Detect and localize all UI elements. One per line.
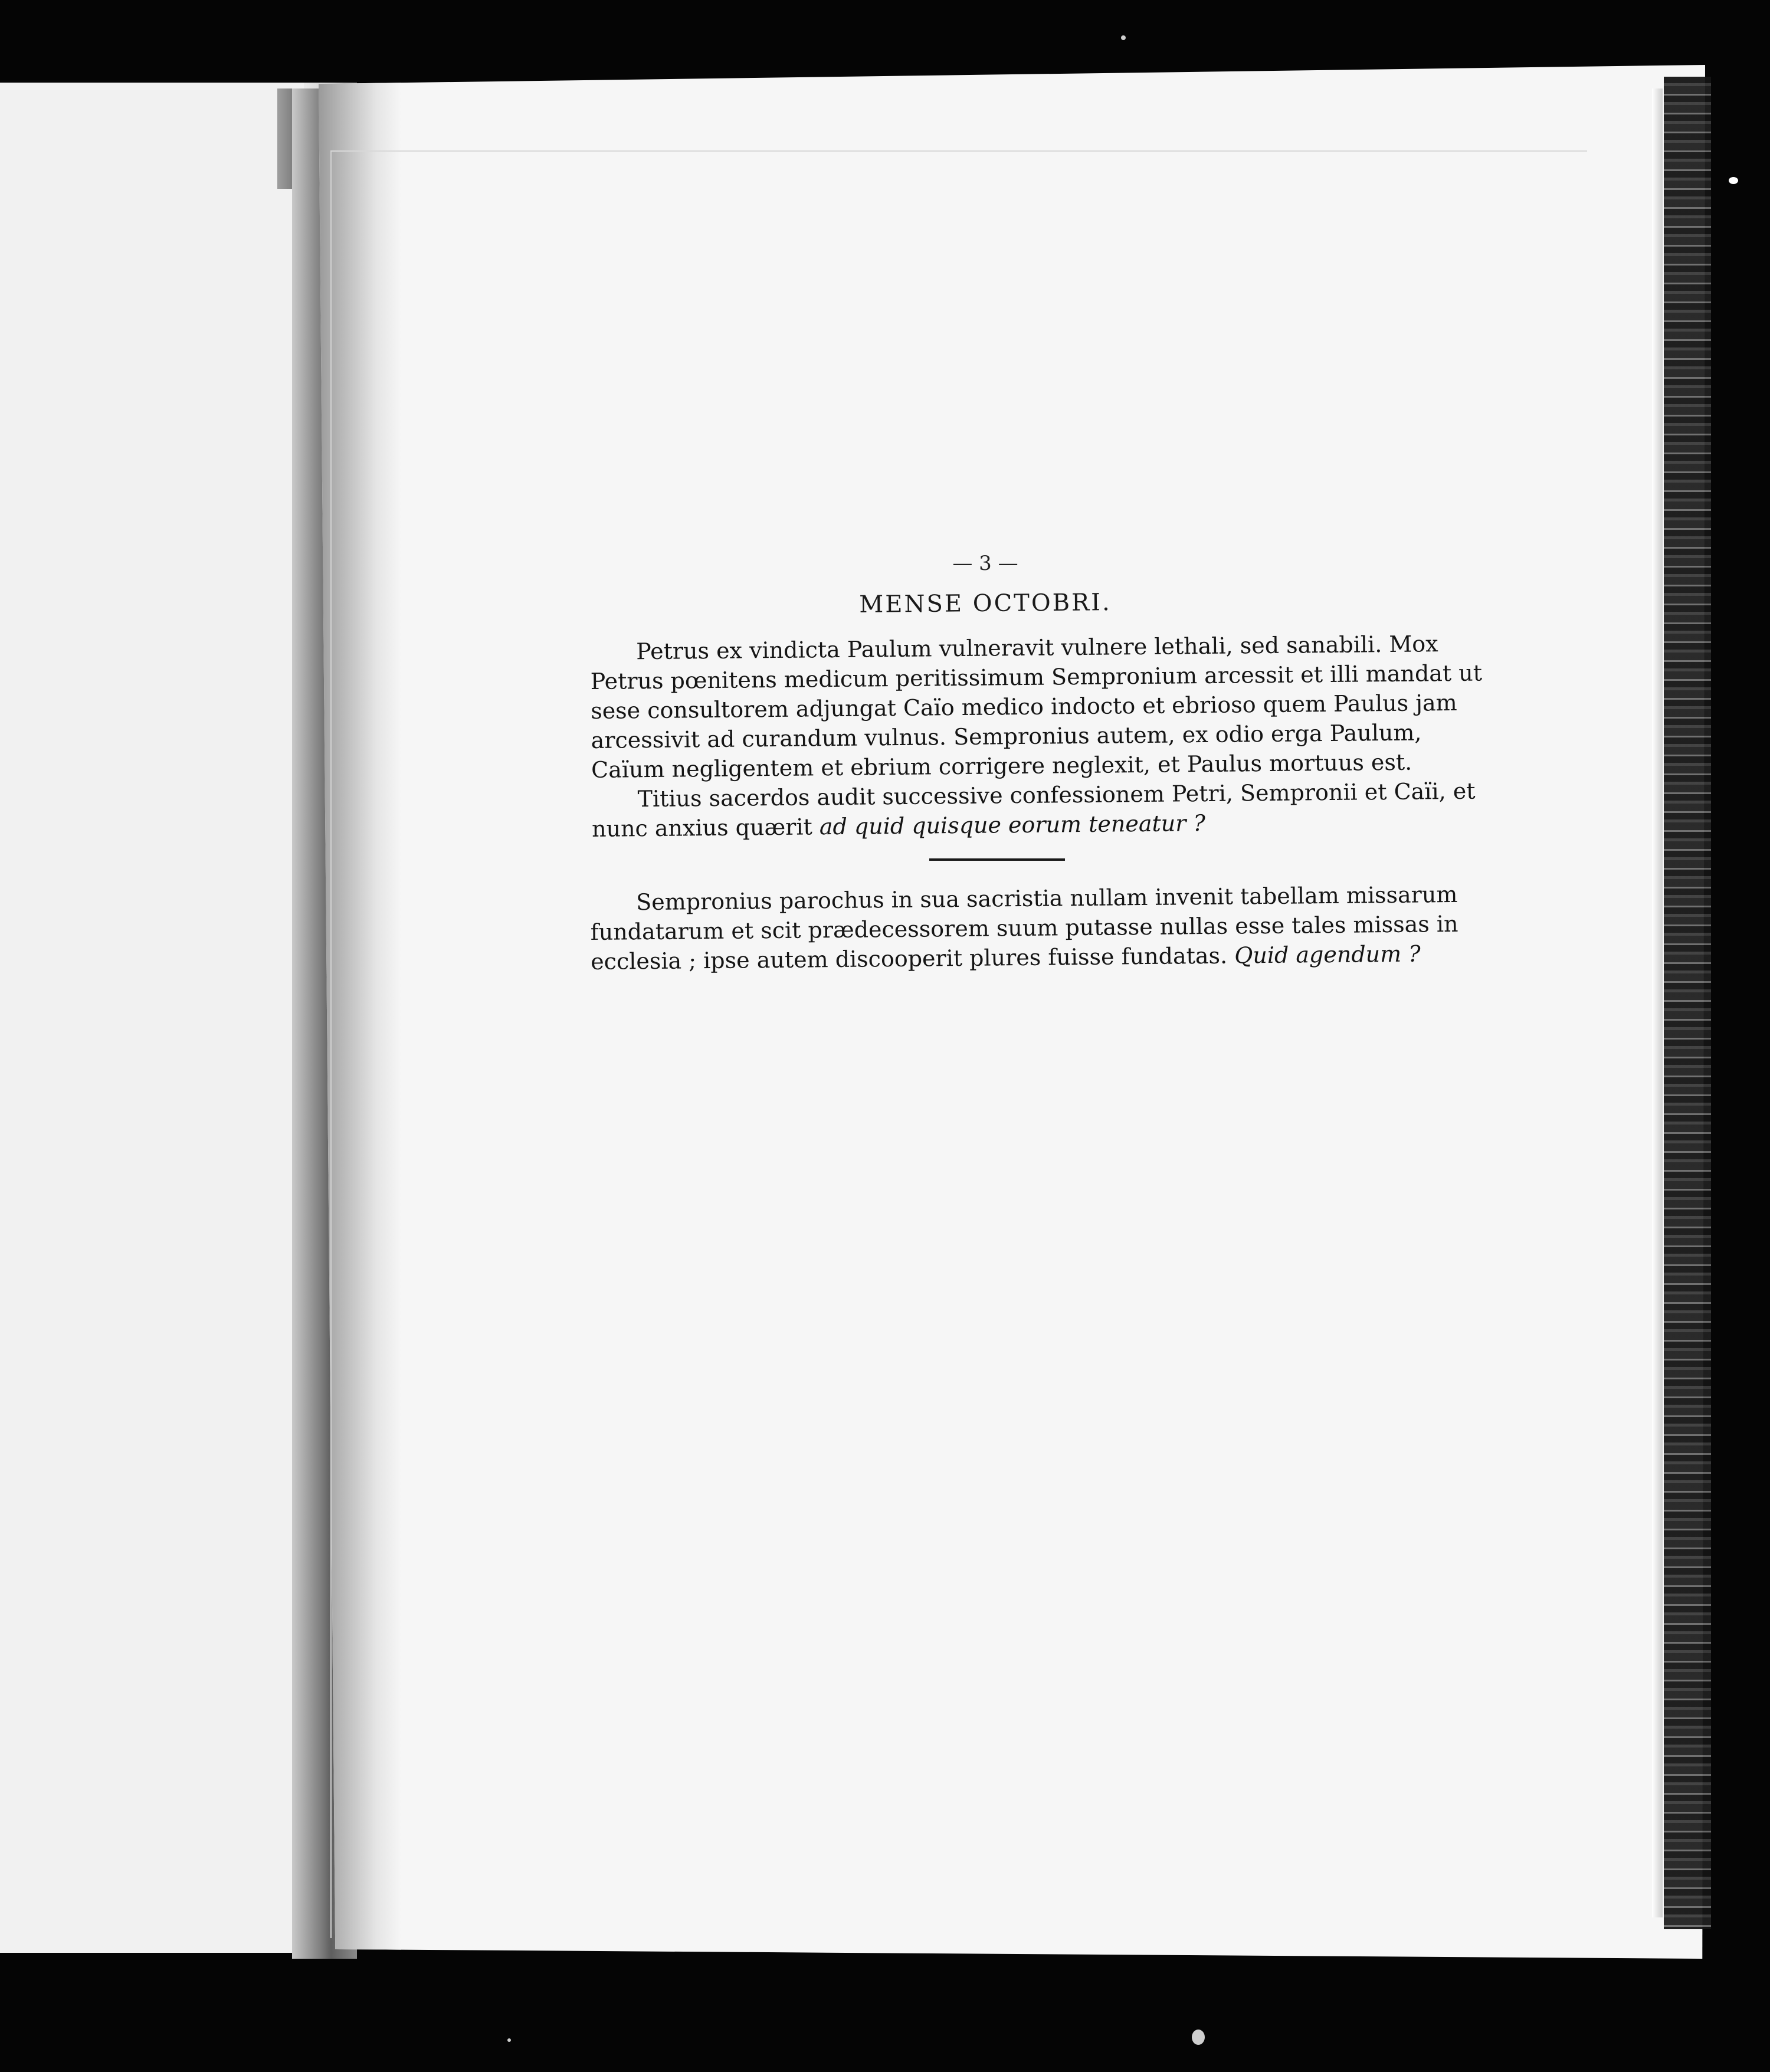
page-edge-highlight bbox=[1652, 88, 1663, 1917]
case-one-paragraph bbox=[590, 630, 1483, 844]
text-line: Caïum negligentem et ebrium corrigere neglexit, et Paulus mortuus est. bbox=[591, 749, 1412, 783]
text-line: sese consultorem adjungat Caïo medico indocto et ebrioso quem Paulus jam bbox=[590, 689, 1457, 724]
text-run: nunc anxius quærit bbox=[591, 814, 820, 842]
dust-speck bbox=[507, 2038, 511, 2042]
page-fore-edge bbox=[1664, 77, 1711, 1929]
question-italic: ad quid quisque eorum teneatur ? bbox=[819, 810, 1206, 840]
dust-speck bbox=[1192, 2030, 1205, 2045]
text-run: ecclesia ; ipse autem discooperit plures fuisse fundatas. bbox=[590, 942, 1235, 975]
page-plate-mark bbox=[330, 150, 1587, 1938]
section-heading: MENSE OCTOBRI. bbox=[859, 589, 1112, 618]
dust-speck bbox=[1121, 35, 1126, 40]
case-two-paragraph bbox=[590, 880, 1458, 976]
section-divider bbox=[929, 858, 1065, 861]
text-line: Petrus ex vindicta Paulum vulneravit vulnere lethali, sed sanabili. Mox bbox=[636, 631, 1438, 665]
dust-speck bbox=[1729, 177, 1738, 184]
question-italic: Quid agendum ? bbox=[1234, 940, 1421, 969]
text-line: Sempronius parochus in sua sacristia nullam invenit tabellam missarum bbox=[636, 881, 1458, 916]
page-number: — 3 — bbox=[952, 552, 1018, 575]
text-line: fundatarum et scit prædecessorem suum putasse nullas esse tales missas in bbox=[590, 910, 1458, 945]
text-line: Titius sacerdos audit successive confessionem Petri, Sempronii et Caïi, et bbox=[637, 778, 1476, 812]
text-line: arcessivit ad curandum vulnus. Sempronius autem, ex odio erga Paulum, bbox=[591, 719, 1422, 753]
text-line: Petrus pœnitens medicum peritissimum Sempronium arcessit et illi mandat ut bbox=[590, 660, 1483, 694]
